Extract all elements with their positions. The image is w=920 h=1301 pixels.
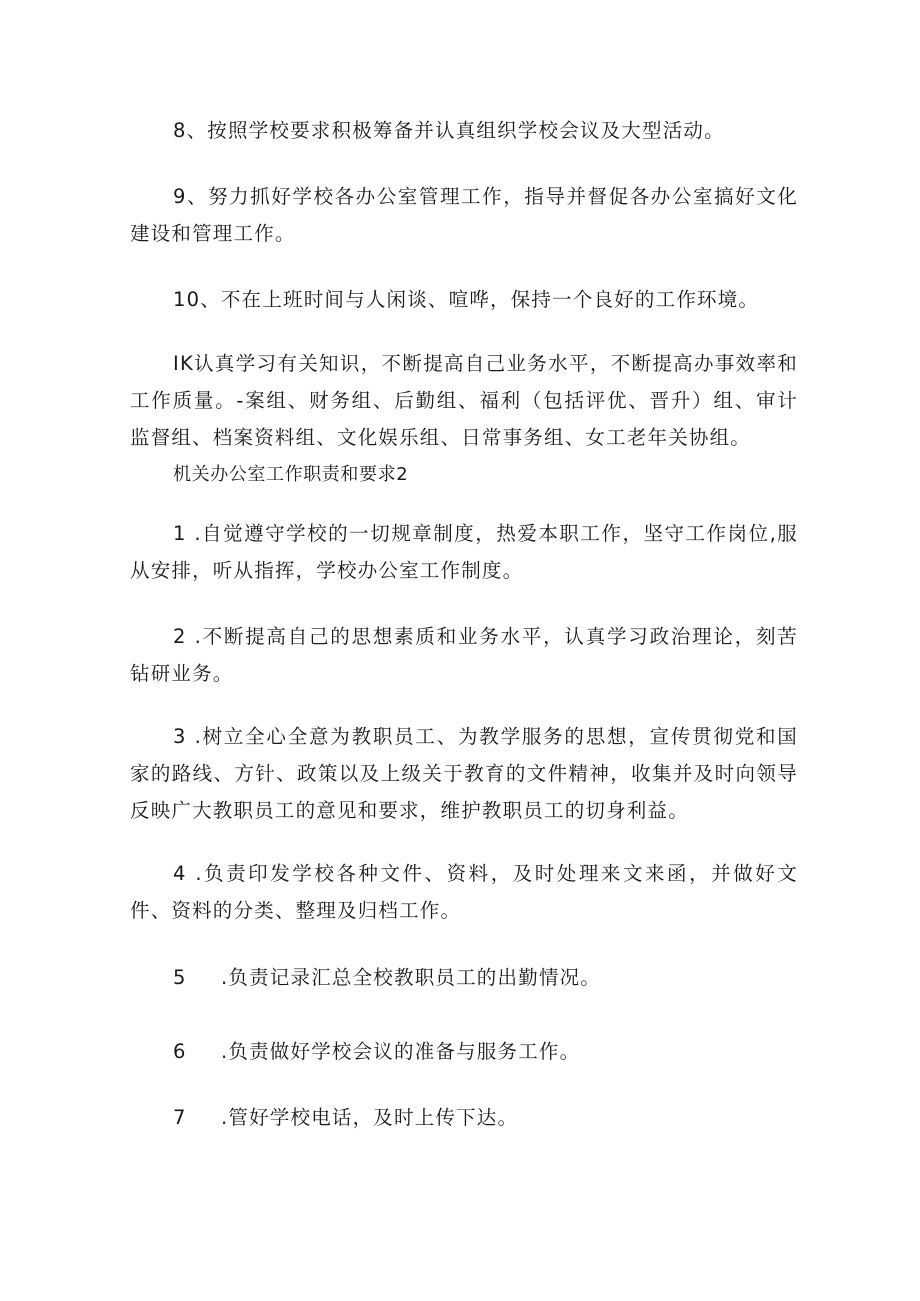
paragraph-numbered-4: 4 .负责印发学校各种文件、资料，及时处理来文来函，并做好文件、资料的分类、整理及归档工作。 <box>130 862 798 922</box>
list-item-5 <box>173 963 601 993</box>
section-heading: 机关办公室工作职责和要求2 <box>173 464 409 485</box>
list-item-text: .负责做好学校会议的准备与服务工作。 <box>221 1040 581 1063</box>
list-item-7 <box>173 1103 518 1133</box>
list-item-number: 7 <box>173 1106 186 1129</box>
list-item-number: 5 <box>173 966 186 989</box>
paragraph-numbered-1: 1 .自觉遵守学校的一切规章制度，热爱本职工作，坚守工作岗位,服从安排，听从指挥，学校办公室工作制度。 <box>130 522 798 582</box>
paragraph-numbered-2: 2 .不断提高自己的思想素质和业务水平，认真学习政治理论，刻苦钻研业务。 <box>130 625 798 685</box>
paragraph-item-8: 8、按照学校要求积极筹备并认真组织学校会议及大型活动。 <box>173 119 725 142</box>
list-item-number: 6 <box>173 1040 186 1063</box>
list-item-text: .管好学校电话，及时上传下达。 <box>221 1106 519 1129</box>
paragraph-item-10: 10、不在上班时间与人闲谈、喧哗，保持一个良好的工作环境。 <box>173 288 760 311</box>
paragraph-item-11: IK认真学习有关知识，不断提高自己业务水平，不断提高办事效率和工作质量。-案组、财务组、后勤组、福利（包括评优、晋升）组、审计监督组、档案资料组、文化娱乐组、日常事务组、女工老年关协组。 <box>130 352 798 449</box>
list-item-text: .负责记录汇总全校教职员工的出勤情况。 <box>221 966 601 989</box>
paragraph-item-9: 9、努力抓好学校各办公室管理工作，指导并督促各办公室搞好文化建设和管理工作。 <box>130 185 798 245</box>
paragraph-numbered-3: 3 .树立全心全意为教职员工、为教学服务的思想，宣传贯彻党和国家的路线、方针、政策以及上级关于教育的文件精神，收集并及时向领导反映广大教职员工的意见和要求，维护教职员工的切身利益。 <box>130 725 798 822</box>
list-item-6 <box>173 1037 580 1067</box>
